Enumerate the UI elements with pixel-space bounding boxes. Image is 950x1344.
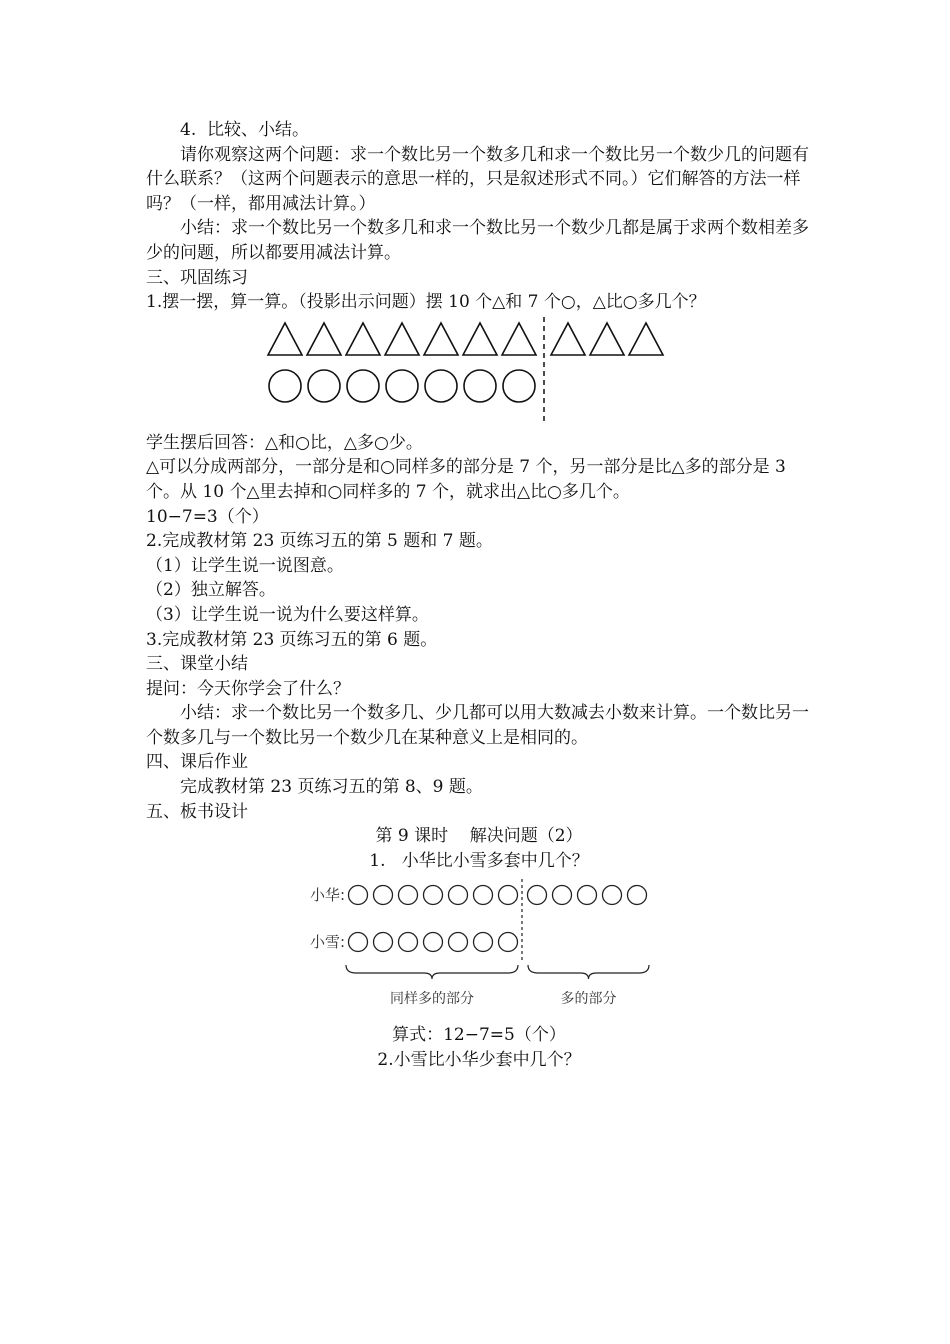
xiaoxue-ring	[449, 933, 468, 952]
extra-part-label: 多的部分	[560, 991, 617, 1008]
exercise-3: 3.完成教材第 23 页练习五的第 6 题。	[146, 629, 438, 650]
triangle-shape	[346, 323, 380, 355]
document-page	[146, 118, 812, 1073]
circle-shape	[503, 370, 535, 402]
xiaohua-ring	[603, 886, 622, 905]
xiaoxue-ring	[474, 933, 493, 952]
xiaoxue-ring	[424, 933, 443, 952]
triangle-shape	[385, 323, 419, 355]
xiaohua-ring	[474, 886, 493, 905]
xiaohua-ring	[449, 886, 468, 905]
heading-class-summary: 三、课堂小结	[146, 654, 248, 675]
triangle-circle-svg	[146, 315, 812, 431]
board-question-1: 1. 小华比小雪多套中几个？	[369, 850, 589, 871]
circle-shape	[425, 370, 457, 402]
triangle-shape	[629, 323, 663, 355]
class-summary-text: 小结：求一个数比另一个数多几、少几都可以用大数减去小数来计算。一个数比另一个数多几与一个数比另一个数少几在某种意义上是相同的。	[146, 703, 809, 748]
exercise-1: 1.摆一摆，算一算。（投影出示问题）摆 10 个△和 7 个○，△比○多几个？	[146, 292, 706, 313]
xiaohua-ring	[349, 886, 368, 905]
exercise-1-formula: 10−7=3（个）	[146, 506, 269, 527]
xiaohua-ring	[424, 886, 443, 905]
heading-practice: 三、巩固练习	[146, 267, 248, 288]
board-diagram-svg	[146, 873, 812, 1023]
xiaoxue-ring	[374, 933, 393, 952]
circle-shape	[464, 370, 496, 402]
xiaoxue-ring	[499, 933, 518, 952]
xiaohua-ring	[399, 886, 418, 905]
xiaohua-ring	[374, 886, 393, 905]
heading-homework: 四、课后作业	[146, 752, 248, 773]
section-4-paragraph: 请你观察这两个问题：求一个数比另一个数多几和求一个数比另一个数少几的问题有什么联系？（这两个问题表示的意思一样的，只是叙述形式不同。）它们解答的方法一样吗？（一样，都用减法计算。）	[146, 144, 809, 214]
xiaohua-ring	[628, 886, 647, 905]
same-part-label: 同样多的部分	[390, 991, 474, 1008]
xiaohua-ring	[528, 886, 547, 905]
heading-board-design: 五、板书设计	[146, 801, 248, 822]
section-4-title: 4. 比较、小结。	[180, 120, 310, 140]
xiaohua-ring	[499, 886, 518, 905]
exercise-2-step-2: （2）独立解答。	[146, 580, 276, 601]
circle-shape	[386, 370, 418, 402]
homework-text: 完成教材第 23 页练习五的第 8、9 题。	[180, 777, 483, 798]
circle-shape	[308, 370, 340, 402]
circle-shape	[269, 370, 301, 402]
xiaoxue-ring	[349, 933, 368, 952]
board-diagram	[146, 873, 812, 1023]
triangle-circle-figure	[146, 315, 812, 431]
board-formula: 算式：12−7=5（个）	[392, 1025, 566, 1046]
row-label-xiaohua: 小华:	[310, 886, 346, 905]
xiaohua-ring	[578, 886, 597, 905]
triangle-shape	[424, 323, 458, 355]
exercise-2: 2.完成教材第 23 页练习五的第 5 题和 7 题。	[146, 531, 493, 552]
xiaoxue-ring	[399, 933, 418, 952]
exercise-2-step-3: （3）让学生说一说为什么要这样算。	[146, 604, 429, 625]
triangle-shape	[590, 323, 624, 355]
triangle-shape	[268, 323, 302, 355]
question-prompt: 提问：今天你学会了什么？	[146, 678, 350, 699]
circle-shape	[347, 370, 379, 402]
triangle-shape	[307, 323, 341, 355]
board-question-2: 2.小雪比小华少套中几个？	[377, 1050, 581, 1071]
exercise-1-answer: 学生摆后回答：△和○比，△多○少。	[146, 432, 423, 453]
row-label-xiaoxue: 小雪:	[310, 933, 346, 952]
exercise-2-step-1: （1）让学生说一说图意。	[146, 555, 344, 576]
triangle-shape	[551, 323, 585, 355]
triangle-shape	[463, 323, 497, 355]
triangle-shape	[502, 323, 536, 355]
board-title: 第 9 课时 解决问题（2）	[375, 826, 583, 847]
extra-part-brace	[528, 965, 649, 979]
exercise-1-explanation: △可以分成两部分，一部分是和○同样多的部分是 7 个，另一部分是比△多的部分是 3 个。从 10 个△里去掉和○同样多的 7 个，就求出△比○多几个。	[146, 457, 792, 502]
xiaohua-ring	[553, 886, 572, 905]
same-part-brace	[346, 965, 518, 979]
section-4-summary: 小结：求一个数比另一个数多几和求一个数比另一个数少几都是属于求两个数相差多少的问题，所以都要用减法计算。	[146, 218, 809, 263]
